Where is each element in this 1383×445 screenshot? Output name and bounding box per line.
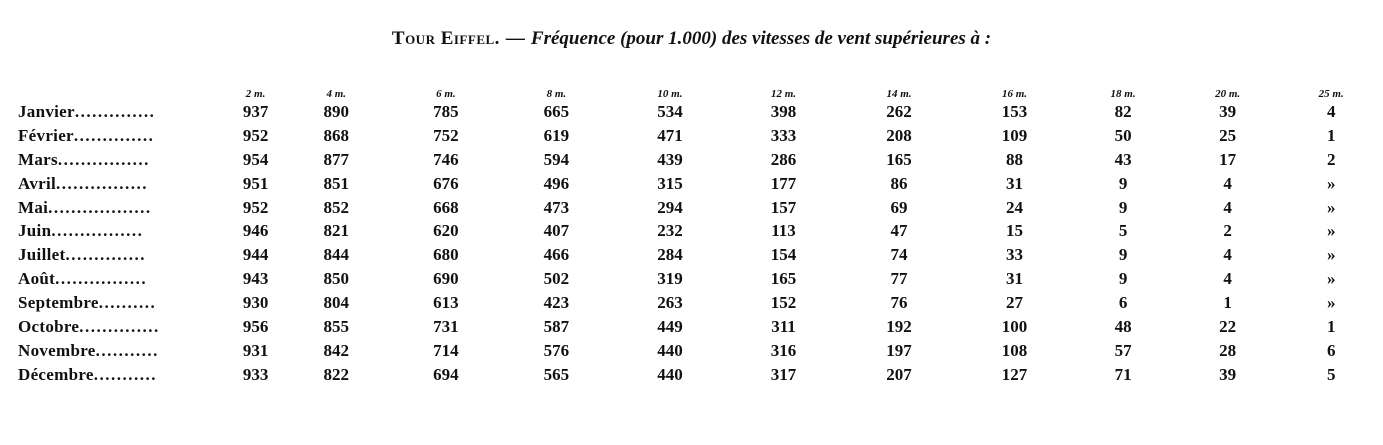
value-cell: 502	[543, 269, 570, 289]
value-cell: 1	[1326, 125, 1336, 145]
value-cell: 466	[543, 245, 570, 265]
value-cell: 890	[323, 101, 350, 121]
header-cell: 14 m.	[886, 88, 912, 100]
leader-dots: ...........	[93, 364, 157, 384]
month-label: Janvier	[18, 101, 75, 121]
value-cell: 71	[1114, 364, 1132, 384]
month-cell	[18, 172, 230, 196]
leader-dots: ................	[55, 269, 148, 289]
value-cell: 153	[1001, 101, 1028, 121]
month-cell	[18, 339, 230, 363]
value-cell: 316	[770, 340, 797, 360]
value-cell: 690	[433, 269, 459, 289]
value-cell: 714	[433, 340, 459, 360]
value-cell: »	[1326, 197, 1336, 217]
title-rest: Fréquence (pour 1.000) des vitesses de vent supérieures à :	[530, 28, 992, 49]
value-cell: 284	[657, 245, 683, 265]
value-cell: 177	[770, 173, 797, 193]
value-cell: 440	[657, 364, 683, 384]
value-cell: 33	[1006, 245, 1024, 265]
leader-dots: ...........	[95, 340, 159, 360]
value-cell: 2	[1326, 149, 1336, 169]
wind-frequency-table	[18, 80, 1383, 387]
value-cell: 77	[890, 269, 908, 289]
value-cell: »	[1326, 293, 1336, 313]
table-row	[18, 243, 1383, 267]
value-cell: 1	[1223, 293, 1232, 313]
value-cell: 31	[1006, 173, 1024, 193]
leader-dots: ..............	[74, 101, 156, 121]
value-cell: 952	[242, 125, 269, 145]
value-cell: 665	[543, 101, 570, 121]
value-cell: 850	[323, 269, 350, 289]
value-cell: 752	[433, 125, 459, 145]
value-cell: 613	[433, 293, 459, 313]
title-dash: —	[505, 28, 525, 49]
value-cell: 76	[890, 293, 908, 313]
title-lead: Tour Eiffel.	[391, 28, 500, 49]
value-cell: »	[1326, 173, 1336, 193]
value-cell: 197	[886, 340, 912, 360]
value-cell: 82	[1114, 101, 1132, 121]
value-cell: 22	[1219, 316, 1237, 336]
month-cell	[18, 196, 230, 220]
value-cell: 594	[543, 149, 570, 169]
value-cell: 4	[1326, 101, 1336, 121]
month-label: Décembre	[18, 364, 94, 384]
value-cell: 731	[433, 316, 459, 336]
value-cell: 232	[657, 221, 683, 241]
table-row	[18, 219, 1383, 243]
table-row	[18, 196, 1383, 220]
leader-dots: ..............	[79, 316, 160, 336]
value-cell: 398	[770, 101, 797, 121]
value-cell: 100	[1001, 316, 1028, 336]
value-cell: 207	[886, 364, 912, 384]
table-row	[18, 100, 1383, 124]
leader-dots: ................	[51, 221, 144, 241]
value-cell: 333	[770, 125, 797, 145]
value-cell: 933	[242, 364, 269, 384]
value-cell: 852	[323, 197, 350, 217]
header-cell: 25 m.	[1318, 88, 1344, 100]
value-cell: 192	[886, 316, 912, 336]
value-cell: 842	[323, 340, 350, 360]
value-cell: 694	[433, 364, 459, 384]
value-cell: 47	[890, 221, 908, 241]
leader-dots: ..................	[48, 197, 152, 217]
value-cell: 822	[323, 364, 350, 384]
table-body	[18, 100, 1383, 387]
value-cell: 576	[543, 340, 570, 360]
header-month-cell	[18, 80, 230, 100]
month-cell	[18, 315, 230, 339]
value-cell: 439	[657, 149, 683, 169]
value-cell: 1	[1326, 316, 1336, 336]
month-cell	[18, 148, 230, 172]
month-cell	[18, 363, 230, 387]
month-label: Février	[18, 125, 74, 145]
month-label: Octobre	[18, 316, 80, 336]
value-cell: 315	[657, 173, 683, 193]
value-cell: 127	[1001, 364, 1028, 384]
value-cell: 208	[886, 125, 912, 145]
value-cell: 152	[770, 293, 797, 313]
value-cell: 262	[886, 101, 912, 121]
value-cell: 108	[1001, 340, 1028, 360]
value-cell: 9	[1118, 245, 1128, 265]
table-row	[18, 267, 1383, 291]
value-cell: »	[1326, 269, 1336, 289]
value-cell: 4	[1223, 269, 1232, 289]
value-cell: 294	[657, 197, 683, 217]
value-cell: 496	[543, 173, 570, 193]
value-cell: 4	[1223, 173, 1232, 193]
value-cell: 69	[890, 197, 908, 217]
month-cell	[18, 243, 230, 267]
header-row	[18, 80, 1383, 100]
month-label: Mai	[18, 197, 49, 217]
table-row	[18, 148, 1383, 172]
value-cell: 6	[1118, 293, 1128, 313]
value-cell: 25	[1219, 125, 1237, 145]
value-cell: 319	[657, 269, 683, 289]
month-label: Juillet	[18, 245, 66, 265]
value-cell: 9	[1118, 269, 1128, 289]
month-cell	[18, 267, 230, 291]
value-cell: 27	[1006, 293, 1024, 313]
leader-dots: ..............	[65, 245, 146, 265]
value-cell: 113	[771, 221, 796, 241]
header-cell: 10 m.	[657, 88, 683, 100]
header-cell: 6 m.	[436, 88, 456, 100]
value-cell: 109	[1001, 125, 1028, 145]
value-cell: 565	[543, 364, 570, 384]
value-cell: 473	[543, 197, 570, 217]
value-cell: 9	[1118, 173, 1128, 193]
month-label: Mars	[18, 149, 58, 169]
value-cell: 668	[433, 197, 459, 217]
value-cell: 15	[1006, 221, 1024, 241]
value-cell: 471	[657, 125, 683, 145]
value-cell: 534	[657, 101, 683, 121]
month-cell	[18, 100, 230, 124]
value-cell: 39	[1219, 364, 1237, 384]
leader-dots: ..............	[73, 125, 155, 145]
value-cell: 43	[1114, 149, 1132, 169]
leader-dots: ..........	[98, 293, 157, 313]
value-cell: 9	[1118, 197, 1128, 217]
month-cell	[18, 124, 230, 148]
table-row	[18, 124, 1383, 148]
value-cell: 931	[242, 340, 269, 360]
value-cell: 944	[242, 245, 269, 265]
month-label: Novembre	[18, 340, 96, 360]
value-cell: 50	[1114, 125, 1132, 145]
value-cell: 746	[433, 149, 459, 169]
value-cell: 39	[1219, 101, 1237, 121]
value-cell: 587	[543, 316, 570, 336]
value-cell: 2	[1223, 221, 1232, 241]
value-cell: 157	[770, 197, 797, 217]
header-cell: 20 m.	[1215, 88, 1241, 100]
value-cell: 930	[242, 293, 269, 313]
header-cell: 18 m.	[1110, 88, 1136, 100]
month-label: Juin	[18, 221, 52, 241]
value-cell: 951	[242, 173, 269, 193]
value-cell: 165	[770, 269, 797, 289]
month-cell	[18, 291, 230, 315]
value-cell: 311	[771, 316, 796, 336]
value-cell: 263	[657, 293, 683, 313]
value-cell: 449	[657, 316, 683, 336]
header-cell: 4 m.	[326, 88, 347, 100]
value-cell: 5	[1118, 221, 1128, 241]
value-cell: 28	[1219, 340, 1237, 360]
value-cell: 785	[433, 101, 459, 121]
value-cell: 165	[886, 149, 912, 169]
table-title	[0, 28, 1383, 50]
value-cell: 956	[242, 316, 269, 336]
month-label: Septembre	[18, 293, 99, 313]
value-cell: 286	[770, 149, 797, 169]
value-cell: 937	[242, 101, 269, 121]
value-cell: 952	[242, 197, 269, 217]
leader-dots: ................	[57, 149, 150, 169]
table-row	[18, 339, 1383, 363]
header-cell: 8 m.	[546, 88, 567, 100]
value-cell: 4	[1223, 197, 1232, 217]
value-cell: 943	[242, 269, 269, 289]
value-cell: 844	[323, 245, 350, 265]
value-cell: 946	[242, 221, 269, 241]
value-cell: 88	[1006, 149, 1024, 169]
value-cell: 804	[323, 293, 350, 313]
value-cell: 4	[1223, 245, 1232, 265]
value-cell: 680	[433, 245, 459, 265]
value-cell: 676	[433, 173, 459, 193]
month-cell	[18, 219, 230, 243]
value-cell: 317	[770, 364, 797, 384]
value-cell: 868	[323, 125, 350, 145]
value-cell: 48	[1114, 316, 1132, 336]
value-cell: 57	[1114, 340, 1132, 360]
value-cell: »	[1326, 221, 1336, 241]
value-cell: 851	[323, 173, 350, 193]
table-row	[18, 315, 1383, 339]
value-cell: 954	[242, 149, 269, 169]
value-cell: 423	[543, 293, 570, 313]
value-cell: 877	[323, 149, 350, 169]
header-cell: 2 m.	[245, 88, 266, 100]
value-cell: 855	[323, 316, 350, 336]
table-row	[18, 291, 1383, 315]
value-cell: 620	[433, 221, 459, 241]
value-cell: 154	[770, 245, 797, 265]
value-cell: 440	[657, 340, 683, 360]
value-cell: 86	[890, 173, 908, 193]
header-cell: 12 m.	[770, 88, 796, 100]
value-cell: 31	[1006, 269, 1024, 289]
value-cell: 619	[543, 125, 570, 145]
table-row	[18, 172, 1383, 196]
value-cell: 407	[543, 221, 570, 241]
value-cell: 17	[1219, 149, 1237, 169]
table-row	[18, 363, 1383, 387]
header-cell: 16 m.	[1002, 88, 1028, 100]
leader-dots: ................	[56, 173, 149, 193]
value-cell: 821	[323, 221, 350, 241]
value-cell: 6	[1326, 340, 1336, 360]
value-cell: 74	[890, 245, 908, 265]
value-cell: 24	[1006, 197, 1024, 217]
month-label: Août	[18, 269, 56, 289]
value-cell: 5	[1326, 364, 1336, 384]
value-cell: »	[1326, 245, 1336, 265]
month-label: Avril	[18, 173, 57, 193]
